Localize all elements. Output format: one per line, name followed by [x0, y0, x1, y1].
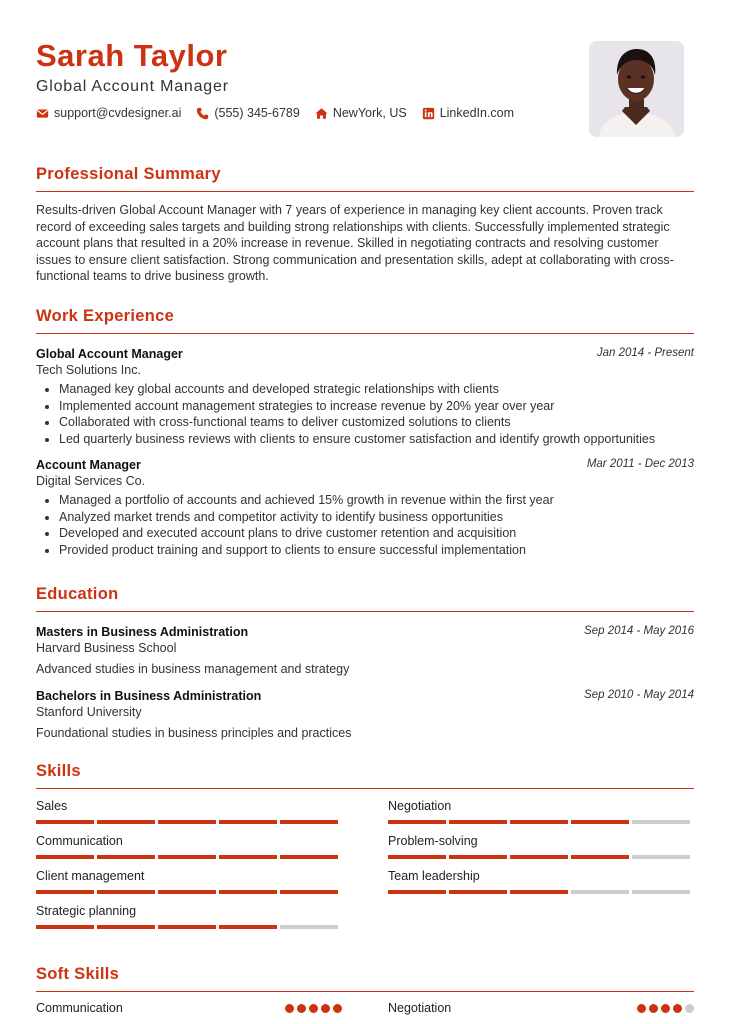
skill-level-segment [632, 820, 690, 824]
education-description: Advanced studies in business management and strategy [36, 662, 350, 676]
skill-level-segment [97, 855, 155, 859]
contact-location: NewYork, US [315, 106, 407, 120]
job-bullet: • Led quarterly business reviews with clients to ensure customer satisfaction and identify growth opportunities [59, 431, 694, 448]
skill-name: Communication [36, 834, 123, 848]
skill-level-segment [280, 820, 338, 824]
job-bullet: • Managed key global accounts and developed strategic relationships with clients [59, 381, 694, 398]
job-date: Jan 2014 - Present [596, 347, 694, 359]
job-company: Digital Services Co. [36, 474, 146, 488]
skill-level-segment [449, 890, 507, 894]
skill-level-bar [36, 925, 342, 929]
skill-item [36, 868, 342, 894]
job-company: Tech Solutions Inc. [36, 363, 141, 377]
section-divider [36, 611, 694, 612]
skill-item [388, 833, 694, 859]
skill-level-bar [36, 855, 342, 859]
contact-linkedin[interactable]: LinkedIn.com [422, 106, 514, 120]
section-divider [36, 333, 694, 334]
section-divider [36, 191, 694, 192]
rating-dot [309, 1004, 318, 1013]
education-heading: Education [36, 585, 119, 603]
job-bullet: • Provided product training and support to clients to ensure successful implementation [59, 542, 694, 559]
soft-skill-rating [282, 1004, 342, 1013]
skill-level-bar [36, 890, 342, 894]
skill-level-segment [571, 890, 629, 894]
soft-skill-item [36, 1001, 342, 1015]
skill-level-segment [219, 925, 277, 929]
soft-skills-section [36, 963, 694, 992]
skill-level-segment [158, 925, 216, 929]
skill-item [36, 833, 342, 859]
job-entry [36, 457, 694, 558]
skill-level-segment [36, 855, 94, 859]
phone-icon [196, 107, 209, 120]
soft-skill-name: Negotiation [388, 1001, 452, 1015]
degree-title: Bachelors in Business Administration [36, 689, 262, 703]
education-description: Foundational studies in business principles and practices [36, 726, 352, 740]
skill-level-segment [510, 855, 568, 859]
experience-section [36, 305, 694, 558]
soft-skill-name: Communication [36, 1001, 123, 1015]
rating-dot [637, 1004, 646, 1013]
skill-level-segment [158, 855, 216, 859]
rating-dot [673, 1004, 682, 1013]
skill-level-segment [158, 820, 216, 824]
education-date: Sep 2010 - May 2014 [584, 689, 694, 701]
skill-name: Strategic planning [36, 904, 137, 918]
skill-level-bar [388, 855, 694, 859]
skill-item [388, 868, 694, 894]
skill-level-segment [510, 820, 568, 824]
skill-level-segment [97, 890, 155, 894]
degree-title: Masters in Business Administration [36, 625, 249, 639]
skill-level-segment [36, 890, 94, 894]
skill-level-segment [449, 855, 507, 859]
summary-heading: Professional Summary [36, 165, 221, 183]
skill-name: Negotiation [388, 799, 452, 813]
education-entry [36, 624, 694, 677]
skill-name: Team leadership [388, 869, 480, 883]
skill-level-segment [388, 855, 446, 859]
summary-text: Results-driven Global Account Manager with 7 years of experience in managing key client accounts. Proven track record of exceeding sales targets and building strong relationships with clients. Successfully implemented strategic account plans that resulted in a 20% increase in revenue. Skilled in negotiating contracts and resolving customer issues to ensure client satisfaction. Strong communication and presentation skills, adept at collaborating with cross-functional teams to drive business growth. [36, 203, 674, 284]
profile-photo [589, 41, 684, 137]
skill-level-segment [510, 890, 568, 894]
soft-skill-item [388, 1001, 694, 1015]
skill-level-segment [388, 820, 446, 824]
rating-dot [661, 1004, 670, 1013]
candidate-name: Sarah Taylor [36, 38, 228, 73]
skill-name: Client management [36, 869, 145, 883]
education-section [36, 583, 694, 741]
skill-level-segment [158, 890, 216, 894]
skill-item [388, 798, 694, 824]
skill-name: Problem-solving [388, 834, 478, 848]
school-name: Harvard Business School [36, 641, 177, 655]
job-title: Account Manager [36, 458, 141, 472]
job-bullets [36, 381, 694, 447]
rating-dot [649, 1004, 658, 1013]
skills-section [36, 760, 694, 789]
skill-level-segment [36, 820, 94, 824]
section-divider [36, 788, 694, 789]
contact-email[interactable]: support@cvdesigner.ai [36, 106, 181, 120]
job-bullet: • Developed and executed account plans to drive customer retention and acquisition [59, 525, 694, 542]
job-bullet: • Collaborated with cross-functional teams to deliver customized solutions to clients [59, 414, 694, 431]
education-entry [36, 688, 694, 741]
soft-skills-heading: Soft Skills [36, 965, 120, 983]
skill-level-segment [632, 890, 690, 894]
skill-item [36, 798, 342, 824]
skill-level-bar [388, 890, 694, 894]
job-bullet: • Analyzed market trends and competitor activity to identify business opportunities [59, 509, 694, 526]
experience-heading: Work Experience [36, 307, 175, 325]
candidate-title: Global Account Manager [36, 78, 229, 95]
home-icon [315, 107, 328, 120]
skill-level-segment [219, 890, 277, 894]
skill-level-segment [280, 855, 338, 859]
resume-header [36, 36, 529, 120]
school-name: Stanford University [36, 705, 142, 719]
summary-section [36, 163, 694, 285]
rating-dot [685, 1004, 694, 1013]
job-date: Mar 2011 - Dec 2013 [586, 458, 694, 470]
rating-dot [297, 1004, 306, 1013]
section-divider [36, 991, 694, 992]
envelope-icon [36, 107, 49, 120]
skill-level-segment [449, 820, 507, 824]
portrait-image [589, 41, 684, 137]
job-bullet: • Managed a portfolio of accounts and achieved 15% growth in revenue within the first year [59, 492, 694, 509]
skill-level-bar [36, 820, 342, 824]
skill-level-segment [632, 855, 690, 859]
rating-dot [321, 1004, 330, 1013]
job-entry [36, 346, 694, 447]
rating-dot [285, 1004, 294, 1013]
skill-name: Sales [36, 799, 68, 813]
skill-level-segment [280, 925, 338, 929]
skill-level-segment [36, 925, 94, 929]
skill-level-segment [97, 925, 155, 929]
linkedin-icon [422, 107, 435, 120]
skill-level-segment [219, 820, 277, 824]
skills-heading: Skills [36, 762, 81, 780]
skill-level-segment [571, 820, 629, 824]
education-date: Sep 2014 - May 2016 [584, 625, 694, 637]
skill-item [36, 903, 342, 929]
skill-level-segment [280, 890, 338, 894]
contact-phone[interactable]: (555) 345-6789 [196, 106, 299, 120]
rating-dot [333, 1004, 342, 1013]
skill-level-segment [219, 855, 277, 859]
job-bullet: • Implemented account management strategies to increase revenue by 20% year over year [59, 398, 694, 415]
contact-bar [36, 106, 529, 120]
skill-level-bar [388, 820, 694, 824]
job-title: Global Account Manager [36, 347, 183, 361]
soft-skill-rating [634, 1004, 694, 1013]
skill-level-segment [571, 855, 629, 859]
skill-level-segment [97, 820, 155, 824]
job-bullets [36, 492, 694, 558]
skill-level-segment [388, 890, 446, 894]
